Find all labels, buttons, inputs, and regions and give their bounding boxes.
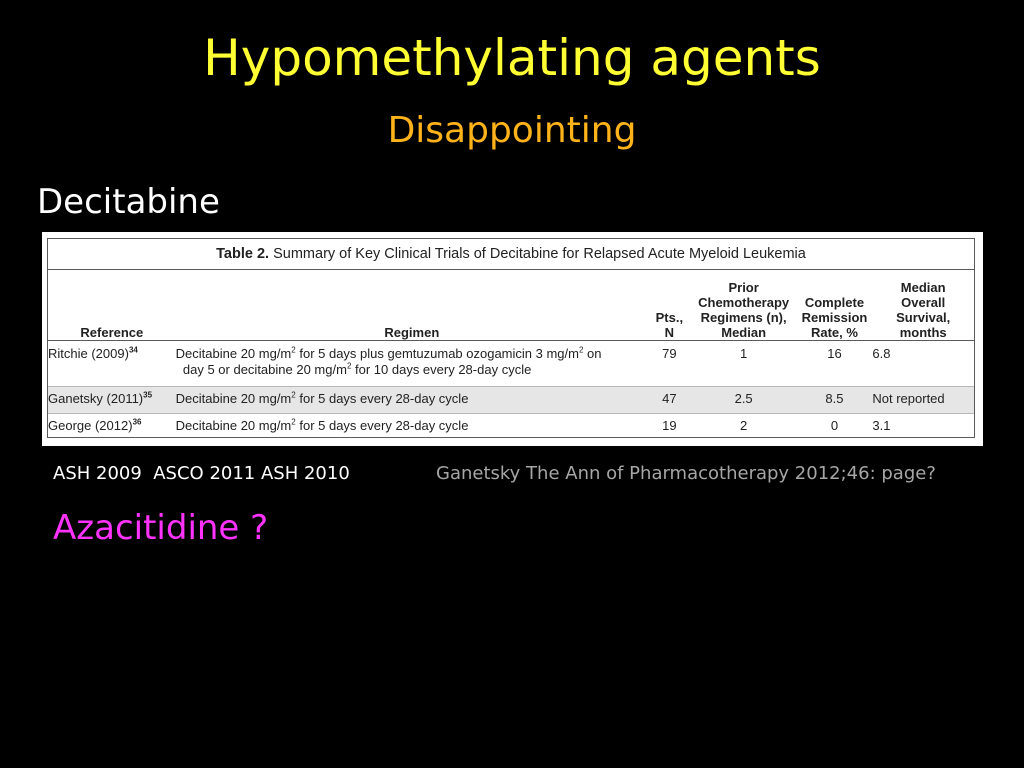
azacitidine-heading: Azacitidine ? — [53, 508, 269, 548]
cell-remission-rate: 16 — [827, 346, 842, 361]
cell-prior-regimens: 1 — [740, 346, 748, 361]
cell-pts: 19 — [662, 418, 677, 433]
table-caption — [48, 239, 974, 270]
regimen-text: for 5 days every 28-day cycle — [295, 418, 469, 433]
header-crr-line2: Remission — [801, 310, 868, 325]
regimen-superscript: 2 — [291, 345, 296, 355]
regimen-text: for 10 days every 28-day cycle — [351, 362, 532, 377]
regimen-text: day 5 or decitabine 20 mg/m — [182, 362, 347, 377]
reference-text: Ritchie (2009) — [48, 346, 129, 361]
reference-number: 34 — [128, 345, 138, 355]
table-border — [47, 238, 975, 438]
table-row — [48, 414, 974, 441]
cell-reference — [48, 414, 176, 441]
header-remission-rate — [797, 270, 873, 341]
regimen-text: for 5 days plus gemtuzumab ozogamicin 3 mg/m — [295, 346, 579, 361]
slide-title: Hypomethylating agents — [203, 29, 821, 87]
header-pts-line1: Pts., — [655, 310, 684, 325]
table-caption-text: Summary of Key Clinical Trials of Decitabine for Relapsed Acute Myeloid Leukemia — [269, 246, 806, 262]
header-mos-line3: Survival, — [896, 310, 951, 325]
clinical-trials-table — [48, 239, 974, 440]
cell-regimen — [176, 341, 648, 387]
cell-median-survival: Not reported — [872, 387, 974, 414]
reference-text: Ganetsky (2011) — [48, 391, 144, 406]
reference-number: 35 — [143, 390, 153, 400]
header-pts — [648, 270, 691, 341]
table-row — [48, 341, 974, 387]
table-image — [42, 232, 983, 446]
header-regimen-label: Regimen — [384, 325, 440, 340]
header-prior-line3: Regimens (n), — [700, 310, 787, 325]
header-prior-regimens — [691, 270, 797, 341]
regimen-text: for 5 days every 28-day cycle — [295, 391, 469, 406]
regimen-text: on — [583, 346, 602, 361]
header-regimen — [176, 270, 648, 341]
table-caption-label: Table 2. — [216, 246, 270, 262]
header-reference — [48, 270, 176, 341]
cell-prior-regimens: 2 — [740, 418, 748, 433]
header-prior-line2: Chemotherapy — [698, 295, 790, 310]
regimen-superscript: 2 — [578, 345, 584, 355]
header-mos-line4: months — [899, 325, 947, 340]
cell-regimen — [176, 387, 648, 414]
cell-median-survival: 3.1 — [872, 418, 891, 433]
header-mos-line2: Overall — [901, 295, 946, 310]
header-prior-line4: Median — [721, 325, 767, 340]
cell-reference — [48, 387, 176, 414]
cell-median-survival: 6.8 — [872, 346, 891, 361]
header-pts-line2: N — [664, 325, 675, 340]
cell-remission-rate: 8.5 — [797, 387, 873, 414]
cell-prior-regimens: 2.5 — [691, 387, 797, 414]
header-crr-line1: Complete — [804, 295, 865, 310]
regimen-text: Decitabine 20 mg/m — [175, 418, 292, 433]
cell-regimen — [176, 414, 648, 441]
table-caption-row — [48, 239, 974, 270]
regimen-superscript: 2 — [346, 361, 352, 371]
regimen-superscript: 2 — [291, 417, 296, 427]
reference-number: 36 — [132, 417, 142, 427]
source-citation: Ganetsky The Ann of Pharmacotherapy 2012;46: page? — [436, 463, 936, 484]
header-mos-line1: Median — [900, 280, 946, 295]
header-crr-line3: Rate, % — [810, 325, 858, 340]
regimen-superscript: 2 — [291, 390, 296, 400]
table-header-row — [48, 270, 974, 341]
conference-references: ASH 2009 ASCO 2011 ASH 2010 — [53, 463, 350, 484]
section-heading-decitabine: Decitabine — [37, 182, 220, 222]
regimen-text: Decitabine 20 mg/m — [175, 391, 292, 406]
table-row — [48, 387, 974, 414]
regimen-text: Decitabine 20 mg/m — [175, 346, 292, 361]
header-median-survival — [872, 270, 974, 341]
slide-subtitle: Disappointing — [387, 110, 637, 151]
header-prior-line1: Prior — [728, 280, 759, 295]
cell-reference — [48, 341, 176, 387]
reference-text: George (2012) — [48, 418, 133, 433]
cell-pts: 47 — [648, 387, 691, 414]
cell-pts: 79 — [662, 346, 677, 361]
cell-remission-rate: 0 — [830, 418, 839, 433]
header-reference-label: Reference — [80, 325, 144, 340]
